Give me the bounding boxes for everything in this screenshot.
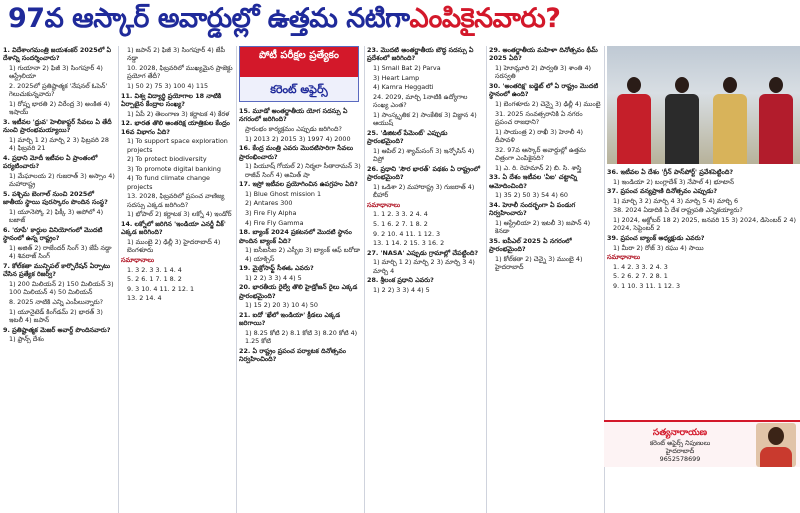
photo-women-traditional-dress: [607, 46, 800, 164]
column-line: 1. 3 2. 3 3. 1 4. 4: [127, 265, 182, 274]
column-line: 38. 2024 ఏడాదికి ఏ దేశ రాష్ట్రపతి ఎన్నికయ్యారు?: [613, 206, 743, 215]
column-line: 21. ఐదో 'ఖేలో ఇండియా' క్రీడలు ఎక్కడ జరిగాయి?: [239, 310, 341, 328]
column-line: 3) Heart Lamp: [373, 73, 420, 82]
column-line: 1) 8.25 కోటి 2) 8.1 కోటి 3) 8.20 కోటి 4) 1.25 కోటి: [245, 328, 358, 346]
column-line: 2) Antares 300: [245, 199, 293, 208]
column-line: 1) మార్చి 1 2) మార్చి 2 3) ఫిబ్రవరి 28 4) ఫిబ్రవరి 21: [9, 136, 109, 153]
column-line: 2. 2025లో ప్రతిష్టాత్మక 'నేషనల్ ఓపెన్' గెలుచుకున్నవారు?: [9, 82, 108, 99]
column-line: 16. కేంద్ర మంత్రి ఎవరు మొదటిసారిగా సేవలు ప్రారంభించారు?: [239, 144, 354, 161]
column-line: 19. మైక్రోసాఫ్ట్ సీఈఓ ఎవరు?: [239, 264, 314, 273]
column-line: 5. పశ్చిమ బెంగాల్ నుంచి 2025లో జాతీయ స్థాయి పురస్కారం పొందిన సంస్థ?: [3, 190, 108, 207]
column-2: [118, 46, 236, 513]
column-line: 1) బెంగళూరు 2) చెన్నై 3) ఢిల్లీ 4) ముంబై: [495, 100, 601, 108]
column-line: 5. 2 6. 1 7. 1 8. 2: [127, 275, 182, 284]
column-line: 4) To fund climate change projects: [127, 174, 210, 191]
author-role: కరెంట్ అఫైర్స్ నిపుణులు: [649, 438, 711, 447]
column-line: 1) ఇండియా 2) బంగ్లాదేశ్ 3) నేపాల్ 4) భూటాన్: [613, 177, 734, 186]
column-line: 4) Kamra Heggadti: [373, 83, 434, 92]
column-line: 4) Fire Fly Gamma: [245, 218, 304, 227]
column-line: 9. ప్రతిష్టాత్మక మెజర్ అవార్డ్ పొందినవారు?: [3, 325, 111, 334]
column-line: 37. ప్రపంచ వన్యప్రాణి దినోత్సవం ఎప్పుడు?: [607, 187, 718, 196]
column-line: 1) మార్చి 1 2) మార్చి 2 3) మార్చి 3 4) మార్చి 4: [373, 258, 475, 275]
column-line: 3) To promote digital banking: [127, 164, 221, 173]
column-line: 35. ఐపీఎల్ 2025 ఏ నగరంలో ప్రారంభమైంది?: [489, 236, 572, 254]
author-info: [604, 427, 756, 463]
column-line: 17. ఇస్రో ఇటీవల ప్రయోగించిన ఉపగ్రహం ఏది?: [239, 180, 358, 189]
column-line: 1) 50 2) 75 3) 100 4) 115: [127, 82, 209, 90]
column-line: 4. ప్రధాని మోదీ ఇటీవల ఏ ప్రాంతంలో పర్యటించారు?: [3, 154, 98, 171]
author-box: [604, 420, 800, 467]
column-1: [0, 46, 118, 513]
column-line: 1) యూనెస్కో 2) ఫిక్కీ 3) అపోలో 4) బజాజ్: [9, 208, 104, 225]
column-line: 12. భారత తొలి అంతరిక్ష యాత్రికుల కేంద్రం 16వ విభాగం ఏది?: [121, 119, 230, 136]
column-line: 1) 200 మిలియన్ 2) 150 మిలియన్ 3) 100 మిలియన్ 4) 50 మిలియన్: [9, 280, 114, 297]
column-line: 1) భోపాల్ 2) కర్ణాటక 3) లక్నో 4) ఇండోర్: [127, 210, 232, 219]
author-name: సత్యనారాయణ: [652, 427, 708, 438]
column-line: సమాధానాలు: [367, 200, 401, 209]
badge-title: పోటీ పరీక్షల ప్రత్యేకం: [240, 47, 358, 77]
column-line: 9. 2 10. 4 11. 1 12. 3: [373, 229, 441, 238]
column-line: సమాధానాలు: [607, 253, 641, 262]
column-line: 1. 1 2. 3 3. 2 4. 4: [373, 210, 428, 219]
section-badge: [239, 46, 359, 102]
column-line: 1) అజిత్ 2) రాజేందర్ సింగ్ 3) జేపీ నడ్డా 4) శివరాజ్ సింగ్: [9, 244, 112, 261]
column-line: 32. 97వ ఆస్కార్ అవార్డుల్లో ఉత్తమ చిత్రంగా ఎంపికైనది?: [495, 145, 586, 162]
column-line: 1) ఒడిశా 2) మహారాష్ట్ర 3) గుజరాత్ 4) బీహార్: [373, 182, 475, 200]
column-line: 9. 1 10. 3 11. 1 12. 3: [613, 281, 681, 290]
column-line: 1) 15 2) 20 3) 10 4) 50: [245, 301, 318, 310]
column-line: 1) పియూష్ గోయల్ 2) నిర్మలా సీతారామన్ 3) రాజీవ్ సింగ్ 4) అమిత్ షా: [245, 162, 361, 179]
column-line: 8. 2025 నాటికి ఎన్ని ఎంపీలున్నారు?: [9, 298, 104, 306]
column-line: 1) 2024, అక్టోబర్ 18 2) 2025, జనవరి 15 3) 2024, డిసెంబర్ 2 4) 2024, సెప్టెంబర్ 2: [613, 215, 796, 233]
headline-red: ఎంపికైనవారు?: [409, 3, 561, 34]
column-line: 1) యూనైటెడ్ కింగ్‌డమ్ 2) భారత్ 3) ఇటలీ 4) జపాన్: [9, 307, 103, 324]
column-line: 1) హెూమ్లూరి 2) పార్వతి 3) శాంతి 4) సరస్వతి: [495, 64, 592, 81]
column-line: 10. 2028, ఫిబ్రవరిలో ముఖ్యమైన ప్రాజెక్టు ప్రయోగ తేదీ?: [127, 64, 233, 81]
column-3-text: [239, 107, 361, 364]
column-line: 13. 2028, ఫిబ్రవరిలో ప్రపంచ వాణిజ్య సదస్సు ఎక్కడ జరిగింది?: [127, 192, 225, 209]
column-line: 1. విదేశాంగమంత్రి జయశంకర్ 2025లో ఏ దేశాన్ని సందర్శించారు?: [3, 46, 112, 63]
column-line: 25. 'డిజిటల్ పేమెంట్' ఎప్పుడు ప్రారంభమైంది?: [367, 128, 448, 146]
column-line: 6. 'రూపే' కార్డుల వినియోగంలో మొదటి స్థానంలో ఉన్న రాష్ట్రం?: [3, 226, 103, 243]
column-line: 1) ఎ. రి. రెహమాన్ 2) బి. సి. శాస్త్రి: [495, 163, 582, 172]
column-line: 1) ముంబై 2) ఢిల్లీ 3) హైదరాబాద్ 4) బెంగళూరు: [127, 237, 221, 255]
column-line: 24. 2029, మార్చి 1నాటికి ఉద్యోగాల సంఖ్య ఎంత?: [373, 92, 468, 110]
column-line: 9. 3 10. 4 11. 2 12. 1: [127, 284, 195, 293]
column-line: 3. ఇటీవల 'ధ్రువ' హెలికాప్టర్ సేవలు ఏ తేదీ నుంచి ప్రారంభమయ్యాయి?: [3, 118, 112, 135]
column-line: 1) సాంస్కృతిక 2) సాంకేతిక 3) విజ్ఞాన 4) ఆయుష్: [373, 110, 477, 128]
column-4: [364, 46, 486, 513]
column-line: 1) గుయానా 2) ఫిజీ 3) సింగపూర్ 4) ఆస్ట్రేలియా: [9, 64, 103, 81]
column-line: 1) కోల్‌కతా 2) చెన్నై 3) ముంబై 4) హైదరాబాద్: [495, 254, 583, 272]
column-3: [236, 46, 364, 513]
column-line: 7. కోల్‌కతా మున్సిపల్ కార్పొరేషన్ ఏర్పాటు చేసిన ప్రత్యేక రిజర్వ్?: [3, 262, 111, 279]
column-line: సమాధానాలు: [121, 255, 155, 264]
column-line: 1. 4 2. 3 3. 2 4. 3: [613, 262, 668, 271]
column-line: 33. ఏ దేశం ఇటీవల 'ఏఐ' చట్టాన్ని ఆమోదించింది?: [489, 173, 578, 190]
column-line: 1) To support space exploration projects: [127, 137, 228, 154]
column-line: 27. 'NASA' ఎప్పుడు గ్రామాల్లో చేపట్టింది?: [367, 248, 479, 257]
column-line: 1) మేఘాలయ 2) గుజరాత్ 3) అస్సాం 4) మహారాష్ట్ర: [9, 172, 115, 189]
column-line: 1) మీరా 2) రోజ్ 3) రఘు 4) సాయి: [613, 243, 704, 252]
column-line: 28. శ్రీలంక ప్రధాని ఎవరు?: [367, 276, 434, 285]
column-line: 1) ఫ్రాన్స్ దేశం: [9, 335, 45, 344]
column-line: 1) Blue Ghost mission 1: [245, 189, 322, 198]
column-line: 1) 35 2) 50 3) 54 4) 60: [495, 191, 568, 200]
column-line: 15. మూడో అంతర్జాతీయ యోగ సదస్సు ఏ నగరంలో జరిగింది?: [239, 107, 348, 124]
column-line: 1) ఐసీఐసీఐ 2) ఎస్బీఐ 3) బ్యాంక్ ఆఫ్ బరోడా 4) యాక్సిస్: [245, 246, 361, 263]
column-line: 5. 2 6. 2 7. 2 8. 1: [613, 272, 668, 281]
author-photo: [756, 423, 796, 467]
badge-subtitle: కరెంట్ అఫైర్స్: [270, 83, 328, 96]
column-line: 1) 2013 2) 2015 3) 1997 4) 2000: [245, 134, 351, 143]
author-phone: 9652578699: [659, 454, 701, 463]
column-line: 3) Fire Fly Alpha: [245, 208, 297, 217]
column-6-text: [607, 168, 797, 290]
column-line: 23. మొదటి అంతర్జాతీయ బౌద్ధ సదస్సు ఏ ప్రదేశంలో జరిగింది?: [367, 46, 474, 63]
column-line: 1) 2 2) 3 3) 4 4) 5: [373, 285, 430, 294]
column-line: 1) సాయంత్ర 2) రాఖీ 3) హెూలీ 4) దీపావళి: [495, 127, 583, 144]
column-line: 13. 1 14. 2 15. 3 16. 2: [373, 239, 445, 248]
column-line: 1) రోష్న భారతి 2) విరేంద్ర 3) అంకిత 4) ఇషాయ్: [9, 100, 111, 117]
column-line: 1) మార్చి 3 2) మార్చి 4 3) మార్చి 5 4) మార్చి 6: [613, 196, 739, 205]
column-line: 26. ప్రధాని 'సౌర భారత్' పథకం ఏ రాష్ట్రంలో ప్రారంభమైంది?: [367, 164, 480, 182]
column-line: 31. 2025 సంవత్సరానికి ఏ నగరం ప్రపంచ రాజధాని?: [495, 109, 583, 126]
column-line: 2) To protect biodiversity: [127, 155, 207, 164]
column-line: 11. విశ్వ విద్యార్థి ప్రయోగాల 18 నాటికి ఏర్పాటైన కేంద్రాల సంఖ్య?: [121, 91, 222, 108]
column-line: 34. హెూలీ సందర్భంగా ఏ పండుగ నిర్వహించారు?: [489, 200, 576, 218]
column-line: 1) 2 2) 3 3) 4 4) 5: [245, 273, 302, 282]
column-line: 1) ఆస్ట్రేలియా 2) ఇటలీ 3) జపాన్ 4) కెనడా: [495, 218, 591, 236]
column-line: 1) ఆపిల్ 2) శ్యామ్‌సంగ్ 3) ఇన్ఫోసిస్ 4) విప్రో: [373, 146, 475, 164]
headline: [0, 0, 800, 44]
column-line: ప్రారంభం కార్యక్రమం ఎప్పుడు జరిగింది?: [245, 125, 342, 133]
column-line: 13. 2 14. 4: [127, 294, 162, 303]
author-city: హైదరాబాద్: [665, 446, 695, 455]
column-line: 14. లక్నోలో జరిగిన 'ఇండియా ఎనర్జీ వీక్' ఎక్కడ జరిగింది?: [121, 219, 226, 237]
column-line: 22. ఏ రాష్ట్రం ప్రపంచ పర్యాటక దినోత్సవం నిర్వహించింది?: [239, 346, 347, 364]
column-line: 20. భారతీయ రైల్వే తొలి హైడ్రోజన్ రైలు ఎక్కడ ప్రారంభమైంది?: [239, 283, 358, 300]
column-line: 39. ప్రపంచ బ్యాంక్ అధ్యక్షుడు ఎవరు?: [607, 233, 705, 242]
column-line: 5. 1 6. 2 7. 1 8. 2: [373, 219, 428, 228]
column-line: 29. అంతర్జాతీయ మహిళా దినోత్సవం థీమ్ 2025 ఏది?: [489, 46, 598, 63]
column-line: 1) ఏపీ 2) తెలంగాణ 3) కర్ణాటక 4) కేరళ: [127, 109, 230, 118]
headline-blue: 97వ ఆస్కార్ అవార్డుల్లో ఉత్తమ నటిగా: [8, 3, 410, 34]
column-line: 1) Small Bat 2) Parva: [373, 64, 441, 72]
column-line: 30. 'అంతరిక్ష' బడ్జెట్ లో ఏ రాష్ట్రం మొదటి స్థానంలో ఉంది?: [489, 82, 599, 99]
column-line: 1) జపాన్ 2) ఫిజీ 3) సింగపూర్ 4) జేపీ నడ్డా: [127, 46, 226, 63]
column-5: [486, 46, 604, 513]
column-line: 18. బ్యాంక్ 2024 ప్రకటనలో మొదటి స్థానం పొందిన బ్యాంక్ ఏది?: [239, 228, 352, 245]
column-line: 36. ఇటీవల ఏ దేశం 'గ్రీన్ పాస్‌పోర్ట్' ప్రవేశపెట్టింది?: [607, 168, 734, 176]
